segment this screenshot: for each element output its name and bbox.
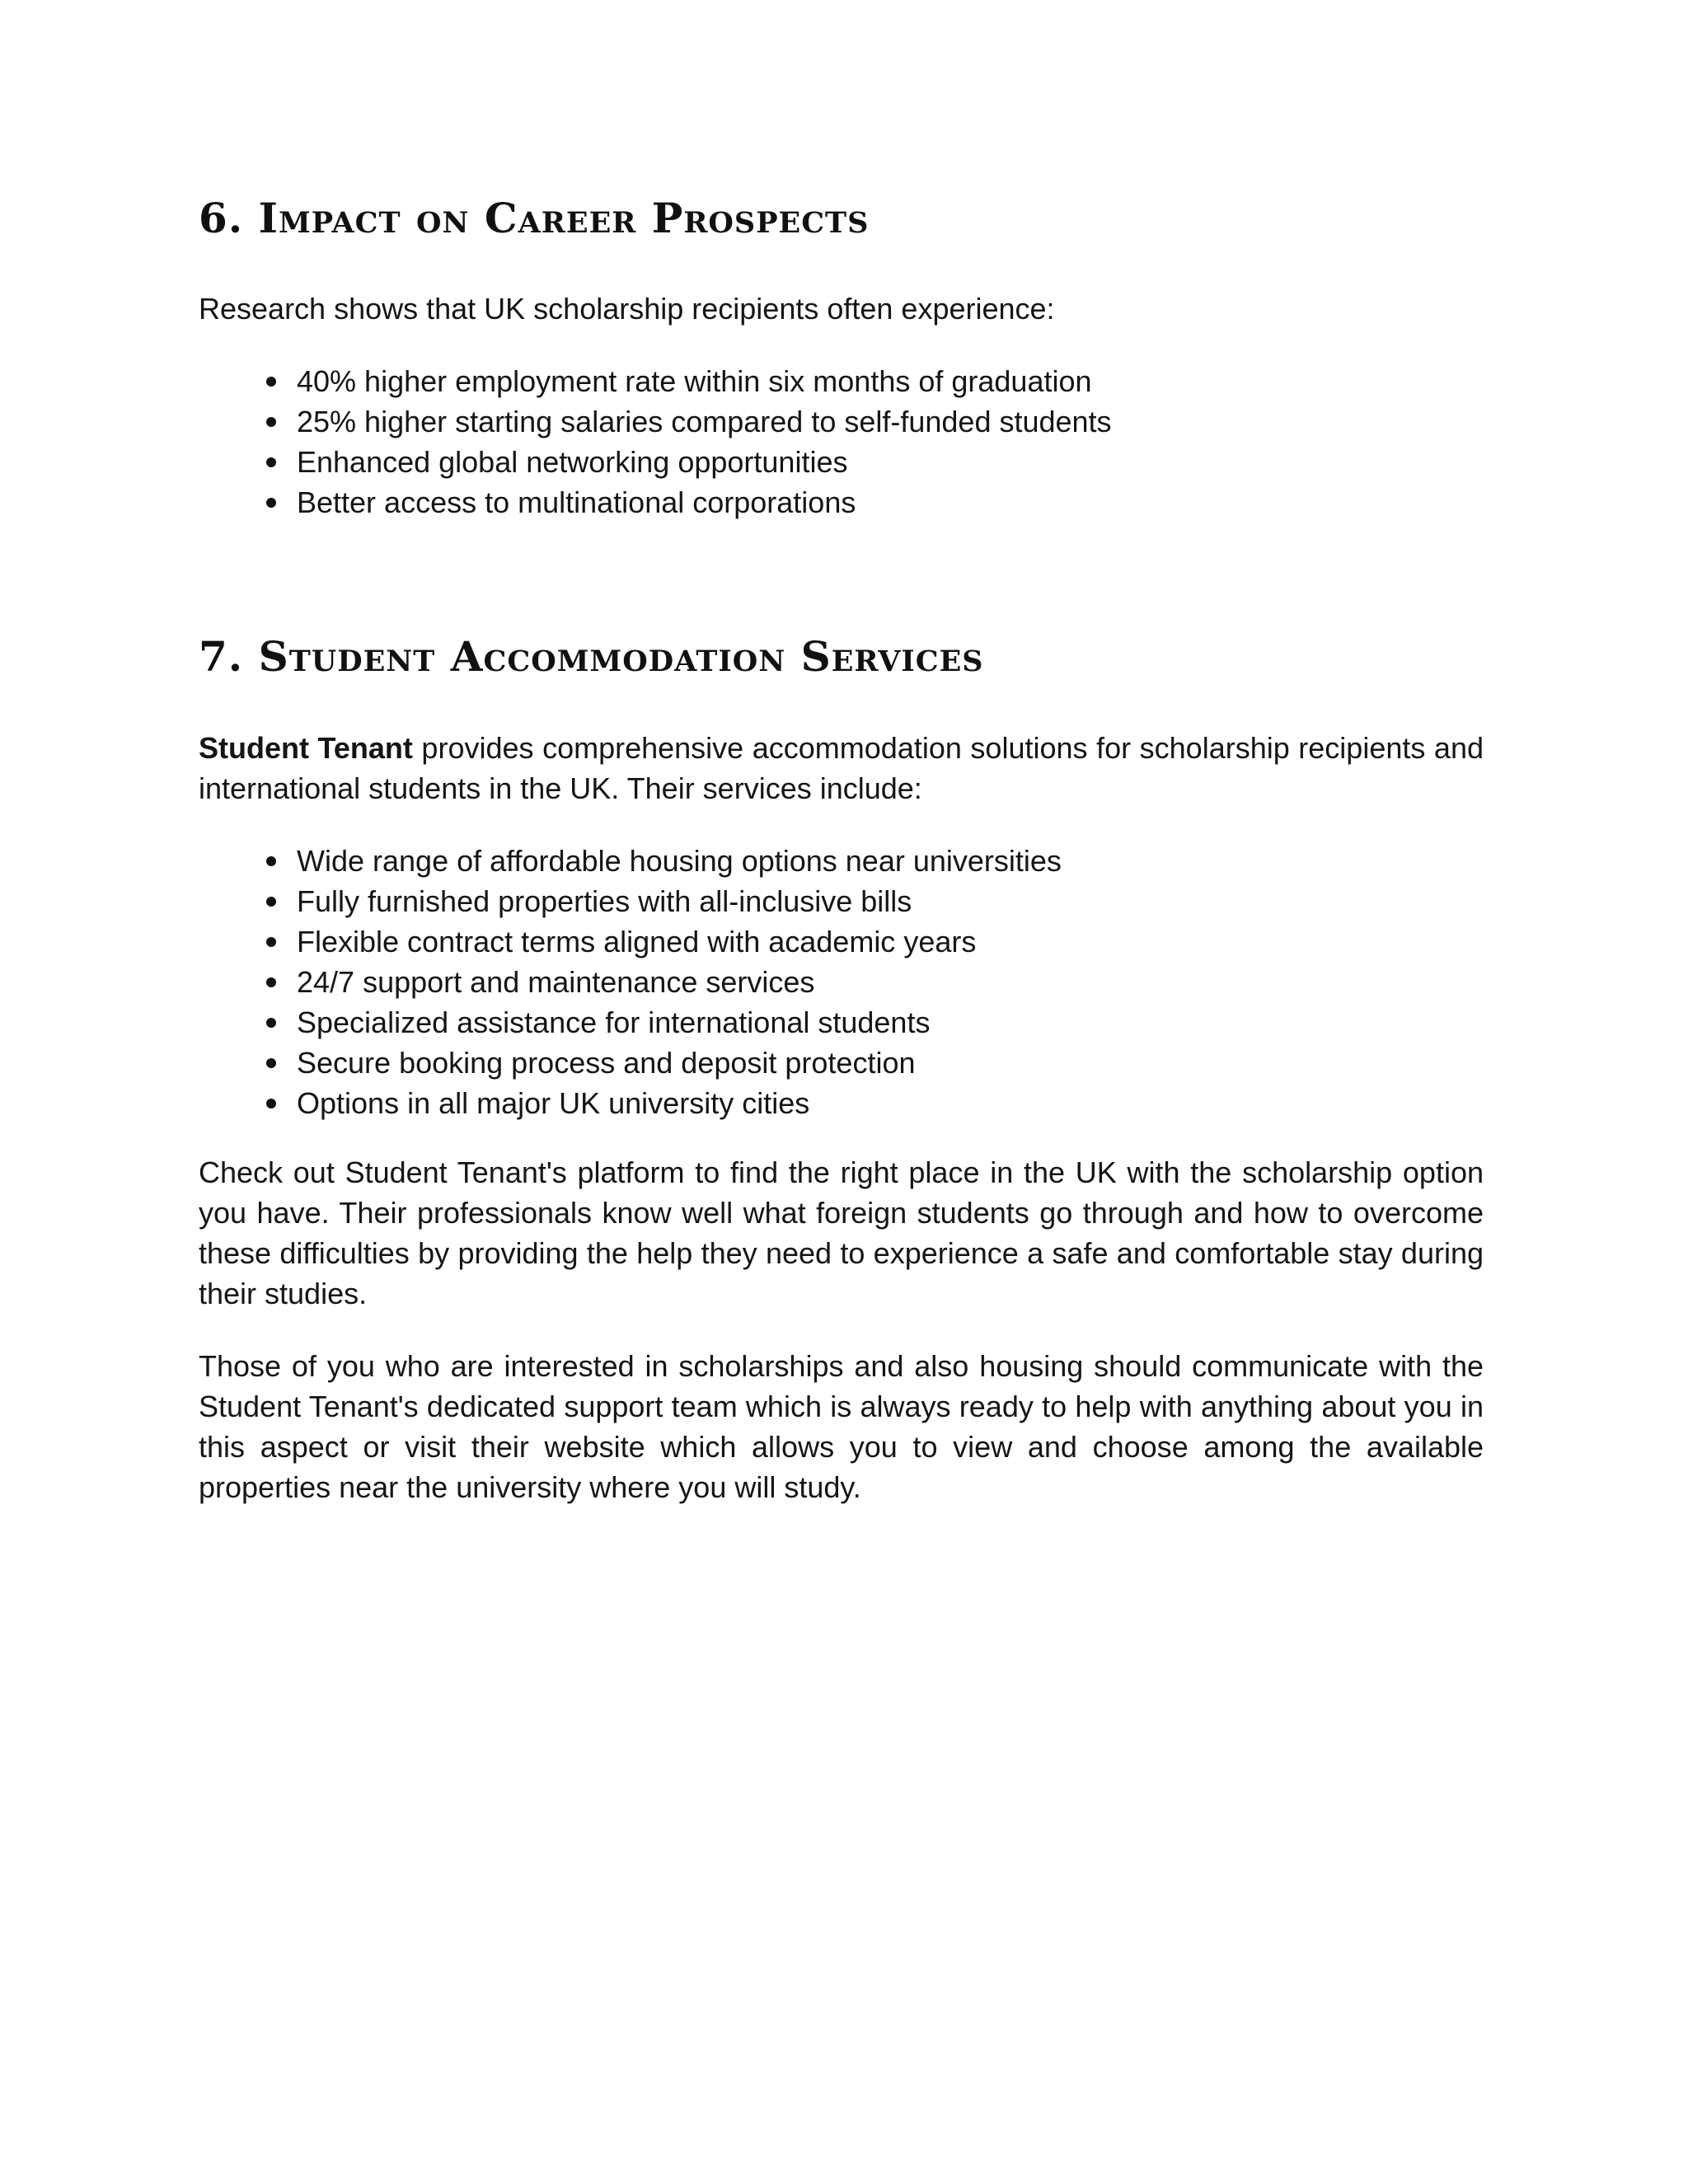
list-item: 25% higher starting salaries compared to self-funded students bbox=[199, 401, 1484, 442]
section-7-heading: 7. Student Accommodation Services bbox=[199, 632, 984, 681]
student-tenant-brand: Student Tenant bbox=[199, 731, 413, 765]
section-6-heading: 6. Impact on Career Prospects bbox=[199, 194, 870, 242]
list-item: Wide range of affordable housing options near universities bbox=[199, 841, 1484, 881]
list-item: Better access to multinational corporations bbox=[199, 482, 1484, 523]
section-7-paragraph-1: Check out Student Tenant's platform to find the right place in the UK with the scholarship option you have. Their professionals know well what foreign students go through and how to overcome these difficulties by providing the help they need to experience a safe and comfortable stay during their studies. bbox=[199, 1155, 1484, 1310]
bullet-icon bbox=[266, 1018, 276, 1028]
list-item: Fully furnished properties with all-inclusive bills bbox=[199, 881, 1484, 921]
section-6-bullet-list bbox=[199, 361, 1484, 523]
section-6-intro: Research shows that UK scholarship recipients often experience: bbox=[199, 292, 1055, 326]
list-item: Enhanced global networking opportunities bbox=[199, 442, 1484, 482]
bullet-icon bbox=[266, 457, 276, 467]
bullet-icon bbox=[266, 1099, 276, 1108]
bullet-icon bbox=[266, 937, 276, 947]
list-item: Flexible contract terms aligned with academic years bbox=[199, 921, 1484, 962]
list-item: Specialized assistance for international students bbox=[199, 1002, 1484, 1043]
bullet-icon bbox=[266, 897, 276, 907]
list-item: Options in all major UK university cities bbox=[199, 1083, 1484, 1123]
section-7-bullet-list bbox=[199, 841, 1484, 1123]
list-item: 40% higher employment rate within six months of graduation bbox=[199, 361, 1484, 401]
section-7-intro: Student Tenant provides comprehensive accommodation solutions for scholarship recipients and international students in the UK. Their services include: bbox=[199, 731, 1484, 805]
bullet-icon bbox=[266, 856, 276, 866]
list-item: 24/7 support and maintenance services bbox=[199, 962, 1484, 1002]
bullet-icon bbox=[266, 498, 276, 508]
bullet-icon bbox=[266, 1058, 276, 1068]
list-item: Secure booking process and deposit protection bbox=[199, 1043, 1484, 1083]
bullet-icon bbox=[266, 977, 276, 987]
bullet-icon bbox=[266, 377, 276, 387]
section-7-paragraph-2: Those of you who are interested in scholarships and also housing should communicate with the Student Tenant's dedicated support team which is always ready to help with anything about you in this aspect or visit their website which allows you to view and choose among the available properties near the university where you will study. bbox=[199, 1349, 1484, 1504]
bullet-icon bbox=[266, 417, 276, 427]
